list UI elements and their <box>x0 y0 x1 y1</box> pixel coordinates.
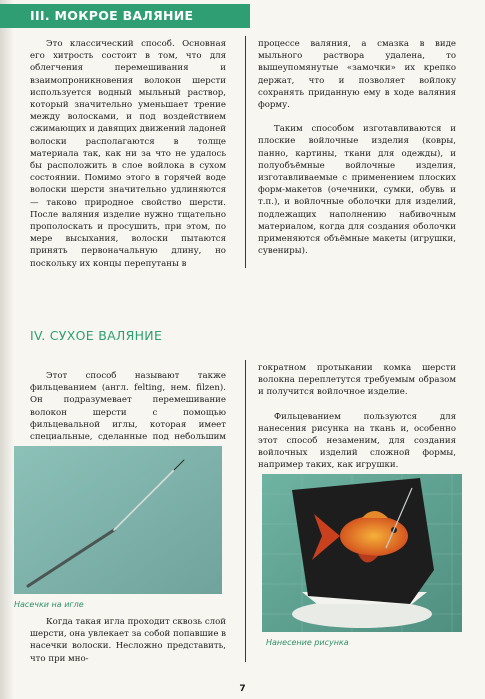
section-heading-dry-felting: IV. СУХОЕ ВАЛЯНИЕ <box>30 328 163 343</box>
page-number: 7 <box>239 684 246 694</box>
section3-left-paragraph: Это классический способ. Основная его хитрость состоит в том, что для облегчения перемешивания и взаимопроникновения волокон шерсти используется водный мыльный раствор, который значительно уменьшает трение между волосками, и под воздействием сжимающих и давящих движений ладоней волоски располагаются в толще материала так, как ни за что не удалось бы расположить в слое войлока в сухом состоянии. Помимо этого в горячей воде волоски шерсти значительно удлиняются — таково природное свойство шерсти. После валяния изделие нужно тщательно прополоскать и просушить, при этом, по мере высыхания, волоски пытаются принять первоначальную длину, но поскольку их концы перепутаны в <box>30 39 226 269</box>
drawing-on-felt-photo <box>262 474 462 632</box>
felting-needle-caption: Насечки на игле <box>14 600 84 609</box>
section3-right-paragraph-1: процессе валяния, а смазка в виде мыльного раствора удалена, то вышеупомянутые «замочки» их крепко держат, что и позволяет войлоку сохранять приданную ему в ходе валяния форму. <box>258 39 456 111</box>
section4-left-column-bottom <box>30 616 226 665</box>
felt-fish-illustration <box>262 474 462 632</box>
drawing-on-felt-caption: Нанесение рисунка <box>266 638 349 647</box>
felting-needle-photo <box>14 446 222 594</box>
section3-right-column <box>258 38 456 257</box>
section4-left-paragraph-2: Когда такая игла проходит сквозь слой шерсти, она увлекает за собой попавшие в насечки волоски. Несложно представить, что при мно- <box>30 617 226 664</box>
needle-illustration <box>14 446 222 594</box>
section4-right-paragraph-2: Фильцеванием пользуются для нанесения рисунка на ткань и, особенно этот способ незаменим, для создания войлочных изделий сложной формы, например таких, как игрушки. <box>258 411 456 471</box>
section-heading-wet-felting: III. МОКРОЕ ВАЛЯНИЕ <box>0 4 250 28</box>
column-divider-bottom <box>245 360 246 662</box>
column-divider-top <box>245 36 246 268</box>
section4-right-paragraph-1: гократном протыкании комка шерсти волокна переплетутся требуемым образом и получится войлочное изделие. <box>258 363 456 398</box>
section4-left-paragraph-1: Этот способ называют также фильцеванием (англ. felting, нем. filzen). Он подразумевает перемешивание волокон шерсти с помощью фильцевальной иглы, которая имеет специальные, сделанные под небольшим <box>30 371 226 443</box>
section4-left-column-top <box>30 370 226 455</box>
section3-left-column <box>30 38 226 270</box>
page-gutter-shadow <box>0 0 14 699</box>
section4-right-column <box>258 362 456 472</box>
section3-right-paragraph-2: Таким способом изготавливаются и плоские войлочные изделия (ковры, панно, картины, ткани для одежды), и полуобъёмные войлочные изделия, изготавливаемые с применением плоских форм-макетов (очечники, сумки, обувь и т.п.), и войлочные оболочки для изделий, подлежащих наполнению набивочным материалом, когда для создания оболочки применяются объёмные макеты (игрушки, сувениры). <box>258 124 456 257</box>
